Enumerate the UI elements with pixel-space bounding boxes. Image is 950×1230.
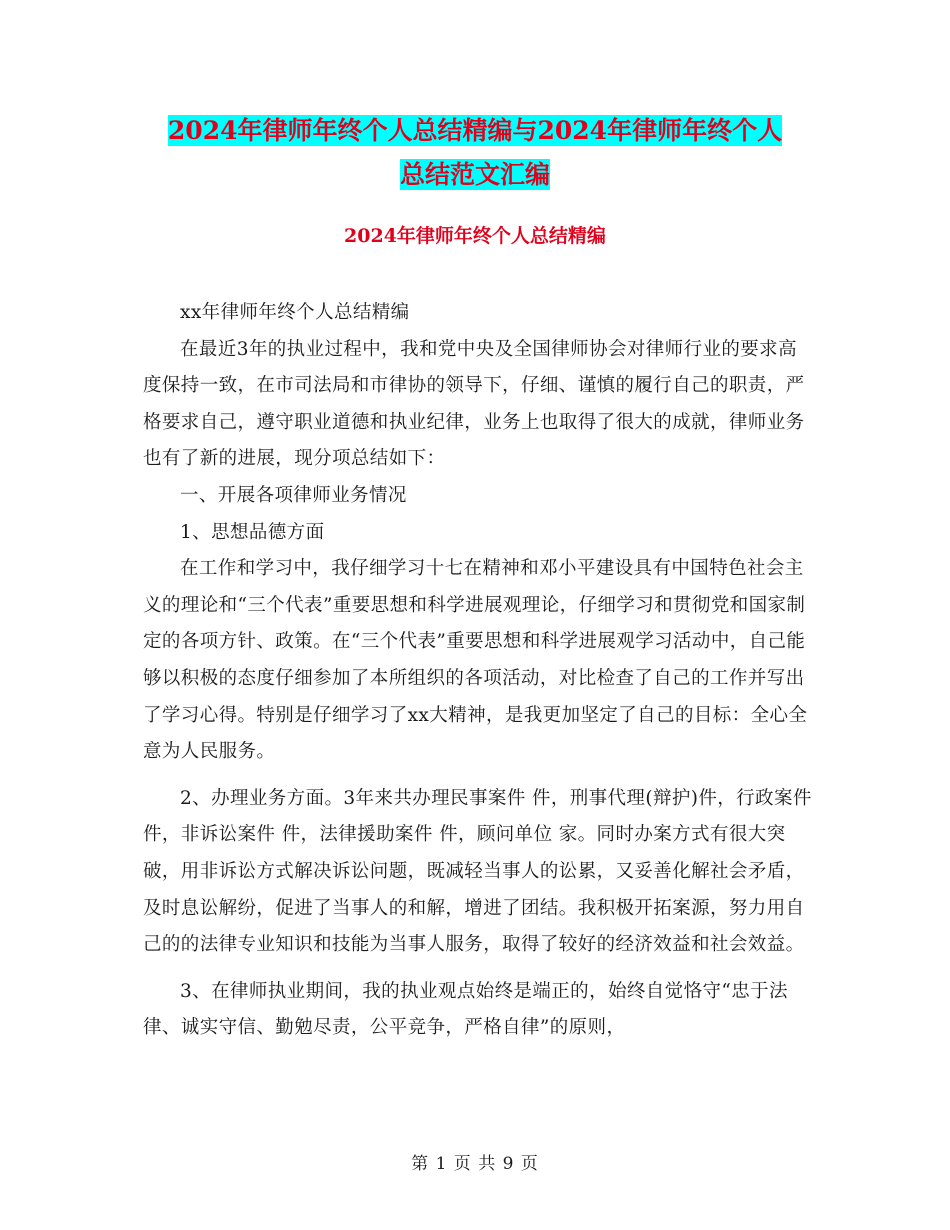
title-highlight-1: 2024年律师年终个人总结精编与2024年律师年终个人 [167, 116, 783, 145]
paragraph-conduct: 3、在律师执业期间，我的执业观点始终是端正的，始终自觉恪守“忠于法律、诚实守信、勤勉尽责，公平竞争，严格自律”的原则， [143, 980, 788, 1039]
section-heading: 2024年律师年终个人总结精编 [344, 225, 606, 247]
paragraph-ideology: 在工作和学习中，我仔细学习十七在精神和邓小平建设具有中国特色社会主义的理论和“三个代表”重要思想和科学进展观理论，仔细学习和贯彻党和国家制定的各项方针、政策。在“三个代表”重要思想和科学进展观学习活动中，自己能够以积极的态度仔细参加了本所组织的各项活动，对比检查了自己的工作并写出了学习心得。特别是仔细学习了xx大精神，是我更加坚定了自己的目标：全心全意为人民服务。 [143, 558, 808, 763]
document-title-line-2 [0, 158, 950, 192]
document-body [143, 295, 813, 1047]
page-footer: 第 1 页 共 9 页 [411, 1154, 539, 1174]
paragraph-section-1: 一、开展各项律师业务情况 [180, 484, 407, 506]
paragraph-subtitle: xx年律师年终个人总结精编 [180, 302, 410, 323]
paragraph-subsection-1: 1、思想品德方面 [180, 521, 325, 543]
paragraph-business: 2、办理业务方面。3年来共办理民事案件 件，刑事代理(辩护)件，行政案件 件，非诉讼案件 件，法律援助案件 件，顾问单位 家。同时办案方式有很大突破，用非诉讼方式解决诉讼问题，既减轻当事人的讼累，又妥善化解社会矛盾，及时息讼解纷，促进了当事人的和解，增进了团结。我积极开拓案源，努力用自己的的法律专业知识和技能为当事人服务，取得了较好的经济效益和社会效益。 [143, 787, 812, 956]
paragraph-intro: 在最近3年的执业过程中，我和党中央及全国律师协会对律师行业的要求高度保持一致，在市司法局和市律协的领导下，仔细、谨慎的履行自己的职责，严格要求自己，遵守职业道德和执业纪律，业务上也取得了很大的成就，律师业务也有了新的进展，现分项总结如下： [143, 338, 805, 470]
title-highlight-2: 总结范文汇编 [399, 160, 550, 189]
document-title-line-1 [0, 114, 950, 148]
